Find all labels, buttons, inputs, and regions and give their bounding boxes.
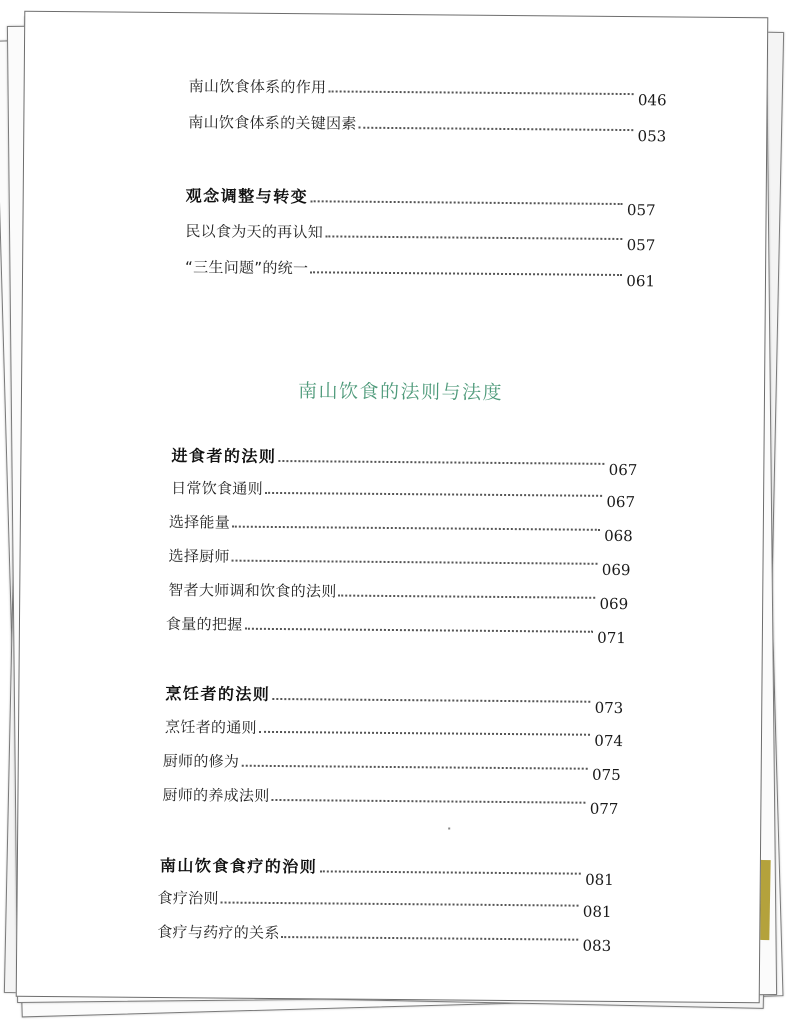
leader-dots — [310, 200, 623, 205]
leader-dots — [232, 560, 598, 565]
toc-entry-title: 厨师的养成法则 — [162, 786, 270, 805]
toc-entry-title: 选择能量 — [168, 513, 231, 532]
leader-dots — [232, 526, 600, 531]
toc-chapter — [171, 443, 638, 480]
toc-entry — [188, 111, 667, 146]
toc-entry-page: 074 — [594, 731, 624, 751]
leader-dots — [272, 799, 586, 804]
toc-entry-page: 067 — [606, 492, 636, 512]
toc-entry-page: 081 — [585, 870, 614, 889]
leader-dots — [265, 492, 603, 497]
toc-entry-title: “三生问题”的统一 — [185, 258, 309, 278]
section-title: 南山饮食的法则与法度 — [297, 380, 504, 404]
leader-dots — [259, 731, 591, 736]
toc-entry-page: 053 — [637, 127, 667, 146]
toc-entry-title: 智者大师调和饮食的法则 — [168, 581, 337, 601]
toc-chapter — [185, 183, 656, 220]
toc-entry-page: 081 — [582, 902, 612, 921]
leader-dots — [339, 595, 596, 599]
toc-entry-page: 046 — [637, 91, 667, 110]
toc-entry-page: 073 — [594, 698, 624, 718]
toc-entry — [164, 716, 624, 751]
leader-dots — [278, 460, 604, 465]
leader-dots — [241, 765, 588, 770]
toc-entry-page: 061 — [626, 272, 656, 291]
toc-entry — [171, 477, 636, 512]
toc-entry-page: 057 — [626, 236, 656, 255]
toc-chapter-title: 进食者的法则 — [171, 446, 277, 466]
toc-entry — [165, 613, 626, 648]
toc-entry — [168, 545, 631, 580]
toc-page — [16, 11, 769, 1003]
toc-entry-title: 日常饮食通则 — [171, 479, 264, 498]
toc-entry-page: 057 — [626, 201, 656, 220]
toc-entry-title: 烹饪者的通则 — [164, 718, 257, 737]
leader-dots — [272, 698, 590, 703]
toc-entry-title: 厨师的修为 — [162, 752, 240, 771]
toc-entry — [162, 784, 619, 818]
toc-entry-page: 069 — [601, 560, 631, 580]
toc-entry-page: 077 — [589, 799, 619, 818]
toc-chapter — [159, 853, 614, 889]
toc-entry — [168, 579, 629, 614]
toc-entry — [168, 511, 633, 546]
leader-dots — [359, 127, 634, 131]
toc-entry — [162, 750, 621, 785]
toc-entry-title: 食量的把握 — [165, 615, 243, 634]
toc-entry-title: 食疗与药疗的关系 — [157, 922, 280, 943]
leader-dots — [221, 902, 579, 907]
toc-chapter-title: 观念调整与转变 — [185, 186, 309, 207]
paper-speck — [448, 828, 450, 830]
toc-chapter — [165, 681, 624, 718]
toc-entry-title: 南山饮食体系的作用 — [188, 77, 327, 97]
leader-dots — [244, 628, 593, 633]
toc-entry — [157, 887, 612, 921]
toc-entry — [188, 75, 667, 110]
toc-entry — [185, 220, 656, 255]
leader-dots — [328, 90, 634, 95]
toc-entry-page: 083 — [582, 936, 612, 955]
toc-entry-title: 民以食为天的再认知 — [185, 222, 324, 242]
toc-entry-page: 068 — [604, 526, 633, 546]
toc-entry-title: 南山饮食体系的关键因素 — [188, 113, 357, 133]
leader-dots — [325, 235, 623, 240]
leader-dots — [319, 870, 581, 874]
toc-entry-title: 食疗治则 — [157, 888, 219, 908]
toc-entry-page: 075 — [591, 765, 621, 785]
toc-entry — [157, 921, 612, 955]
toc-entry-page: 071 — [597, 628, 626, 648]
toc-chapter-title: 南山饮食食疗的治则 — [159, 855, 318, 877]
toc-chapter-title: 烹饪者的法则 — [165, 684, 271, 704]
leader-dots — [310, 271, 622, 276]
toc-entry-page: 067 — [608, 460, 638, 480]
toc-entry — [185, 256, 656, 291]
page-stack-edge — [759, 860, 770, 940]
toc-entry-page: 069 — [599, 594, 629, 614]
toc-entry-title: 选择厨师 — [168, 547, 230, 566]
leader-dots — [282, 936, 579, 941]
